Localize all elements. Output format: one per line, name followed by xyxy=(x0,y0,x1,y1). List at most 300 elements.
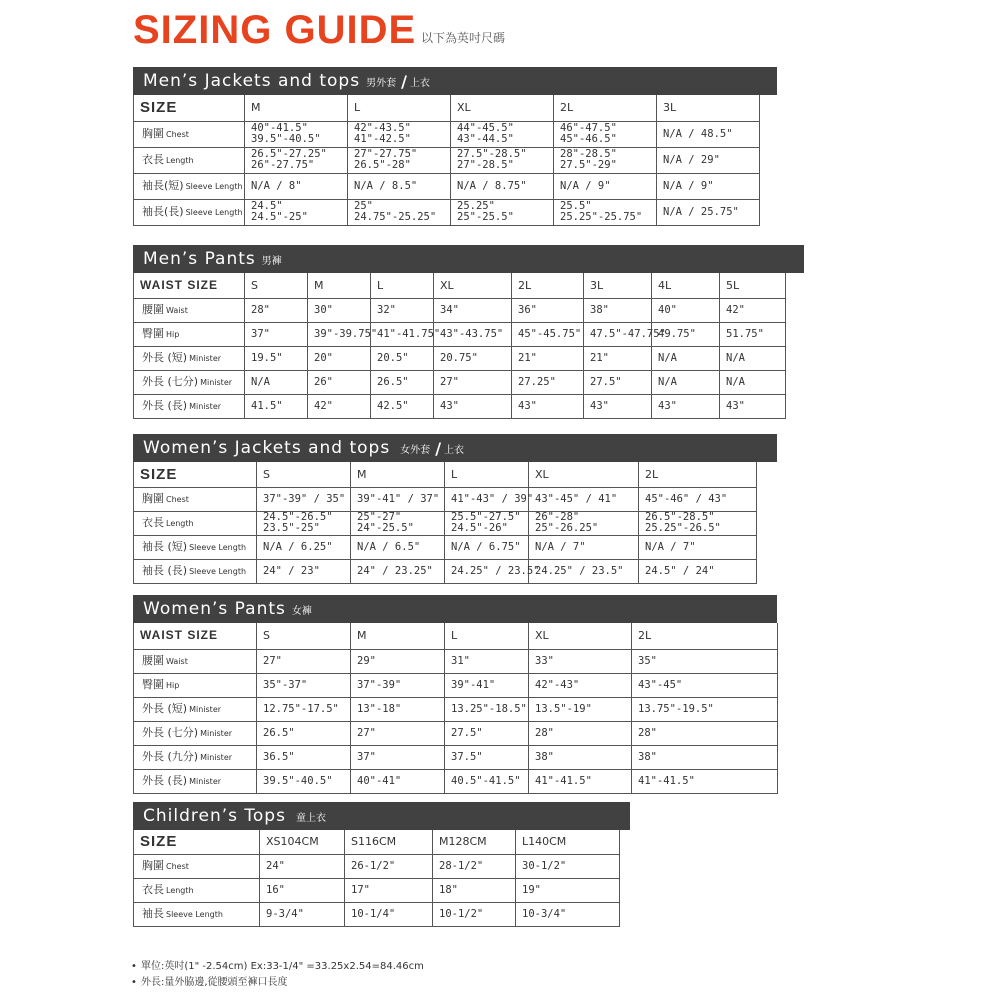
table-cell xyxy=(657,147,760,173)
table-cell xyxy=(639,487,757,511)
section-header xyxy=(133,67,777,95)
table-cell: 43" xyxy=(434,394,512,418)
table-cell: 36.5" xyxy=(257,745,351,769)
row-label-en: Length xyxy=(166,156,194,165)
cell-line: 23.5"-25" xyxy=(263,522,320,534)
table-cell: 36" xyxy=(512,298,584,322)
table-row xyxy=(134,854,620,878)
table-cell: 38" xyxy=(632,745,778,769)
table-cell: 37"-39" xyxy=(351,673,445,697)
cell-line: N/A / 7" xyxy=(645,540,696,553)
table-cell xyxy=(245,173,348,199)
table-cell: 10-3/4" xyxy=(516,902,620,926)
size-table xyxy=(133,462,757,584)
table-header-row xyxy=(134,462,757,487)
table-row xyxy=(134,487,757,511)
cell-line: 24" / 23.25" xyxy=(357,564,433,577)
header-cell: XL xyxy=(529,623,632,649)
table-cell: 29" xyxy=(351,649,445,673)
header-cell: L140CM xyxy=(516,830,620,854)
cell-line: 27"-27.75" xyxy=(354,148,418,160)
cell-line: N/A / 6.25" xyxy=(263,540,333,553)
cell-line: 27.5"-29" xyxy=(560,159,617,171)
row-label-cn: 臀圍 xyxy=(142,327,164,340)
header-cell: 3L xyxy=(584,273,652,298)
table-cell xyxy=(554,147,657,173)
header-cell: S xyxy=(257,623,351,649)
table-cell: 28" xyxy=(529,721,632,745)
row-label-en: Waist xyxy=(166,306,188,315)
row-label-cn: 外長 (長) xyxy=(142,774,188,787)
row-label-en: Minister xyxy=(189,402,222,411)
table-cell xyxy=(657,199,760,225)
table-row xyxy=(134,878,620,902)
table-header-row xyxy=(134,95,760,121)
header-cell: S116CM xyxy=(345,830,433,854)
note-text: 單位:英吋(1" -2.54cm) Ex:33-1/4" =33.25x2.54=84.46cm xyxy=(141,961,424,972)
row-label-cn: 外長 (長) xyxy=(142,399,188,412)
table-cell: 43"-45" xyxy=(632,673,778,697)
row-label-cn: 衣長 xyxy=(142,883,164,896)
row-label-en: Minister xyxy=(200,729,233,738)
section-subtitle-cn-2: 上衣 xyxy=(444,444,465,456)
row-label-cn: 腰圍 xyxy=(142,654,164,667)
table-cell: 20.75" xyxy=(434,346,512,370)
cell-line: 45"-46" / 43" xyxy=(645,492,728,505)
row-label-en: Chest xyxy=(166,130,189,139)
cell-line: 25.5"-27.5" xyxy=(451,511,521,523)
table-cell: 13.25"-18.5" xyxy=(445,697,529,721)
table-row xyxy=(134,697,778,721)
header-cell: M xyxy=(351,623,445,649)
row-label-en: Minister xyxy=(200,753,233,762)
cell-line: 25"-27" xyxy=(357,511,402,523)
row-label-cn: 外長 (九分) xyxy=(142,750,199,763)
row-label-cn: 袖長 (長) xyxy=(142,564,188,577)
cell-line: 25.25"-25.75" xyxy=(560,211,643,223)
cell-line: 39"-41" / 37" xyxy=(357,492,440,505)
row-label-en: Chest xyxy=(166,862,189,871)
header-cell: M xyxy=(351,462,445,487)
table-cell: 40" xyxy=(652,298,720,322)
cell-line: 25"-26.25" xyxy=(535,522,599,534)
row-label-cn: 袖長(短) xyxy=(142,179,184,192)
row-label xyxy=(134,487,257,511)
cell-line: 26.5"-28.5" xyxy=(645,511,715,523)
table-row xyxy=(134,902,620,926)
row-label xyxy=(134,697,257,721)
table-cell: 26" xyxy=(308,370,371,394)
table-cell xyxy=(445,535,529,559)
table-cell: 41.5" xyxy=(245,394,308,418)
table-cell: 37.5" xyxy=(445,745,529,769)
header-cell: XS104CM xyxy=(260,830,345,854)
table-cell xyxy=(529,487,639,511)
cell-line: 25.25"-26.5" xyxy=(645,522,721,534)
row-label-en: Length xyxy=(166,519,194,528)
table-cell: 10-1/4" xyxy=(345,902,433,926)
table-cell: 37" xyxy=(351,745,445,769)
table-cell: 42.5" xyxy=(371,394,434,418)
header-cell: M128CM xyxy=(433,830,516,854)
table-cell xyxy=(351,487,445,511)
table-cell: 12.75"-17.5" xyxy=(257,697,351,721)
header-cell-size: WAIST SIZE xyxy=(134,623,257,649)
table-row xyxy=(134,346,786,370)
table-cell: 28-1/2" xyxy=(433,854,516,878)
table-cell xyxy=(351,511,445,535)
header-cell: 2L xyxy=(512,273,584,298)
table-cell: 38" xyxy=(584,298,652,322)
table-row xyxy=(134,745,778,769)
header-cell: L xyxy=(445,623,529,649)
cell-line: 26"-28" xyxy=(535,511,580,523)
row-label xyxy=(134,769,257,793)
cell-line: 24"-25.5" xyxy=(357,522,414,534)
cell-line: 41"-43" / 39" xyxy=(451,492,534,505)
cell-line: 24.5"-26.5" xyxy=(263,511,333,523)
row-label xyxy=(134,370,245,394)
section-subtitle-cn: 男外套 xyxy=(366,77,397,89)
row-label-cn: 衣長 xyxy=(142,516,164,529)
table-cell xyxy=(245,147,348,173)
cell-line: 24.5"-26" xyxy=(451,522,508,534)
table-cell xyxy=(348,173,451,199)
table-cell: 43" xyxy=(720,394,786,418)
table-cell: 43" xyxy=(512,394,584,418)
row-label xyxy=(134,511,257,535)
table-cell xyxy=(445,487,534,511)
cell-line: 25.25" xyxy=(457,200,495,212)
table-cell: 26-1/2" xyxy=(345,854,433,878)
row-label-cn: 外長 (七分) xyxy=(142,726,199,739)
table-cell: N/A xyxy=(652,370,720,394)
cell-line: 25"-25.5" xyxy=(457,211,514,223)
table-cell: 21" xyxy=(584,346,652,370)
table-cell xyxy=(445,559,540,583)
cell-line: 28"-28.5" xyxy=(560,148,617,160)
section-subtitle-cn-2: 上衣 xyxy=(409,77,430,89)
header-cell: 2L xyxy=(554,95,657,121)
row-label xyxy=(134,878,260,902)
cell-line: 39.5"-40.5" xyxy=(251,133,321,145)
table-cell xyxy=(639,511,757,535)
header-cell: XL xyxy=(529,462,639,487)
bullet-icon: • xyxy=(131,961,137,972)
row-label-cn: 外長 (七分) xyxy=(142,375,199,388)
table-cell: 30-1/2" xyxy=(516,854,620,878)
row-label-en: Sleeve Length xyxy=(189,543,247,552)
table-cell: N/A xyxy=(245,370,308,394)
header-cell: 5L xyxy=(720,273,786,298)
table-row xyxy=(134,121,760,147)
cell-line: 26.5"-27.25" xyxy=(251,148,327,160)
size-table xyxy=(133,95,760,226)
table-cell: 42" xyxy=(308,394,371,418)
table-row xyxy=(134,298,786,322)
row-label-en: Sleeve Length xyxy=(189,567,247,576)
row-label-en: Chest xyxy=(166,495,189,504)
row-label xyxy=(134,745,257,769)
header-cell: M xyxy=(245,95,348,121)
row-label-en: Sleeve Length xyxy=(185,182,243,191)
header-cell: L xyxy=(445,462,529,487)
table-cell xyxy=(554,121,657,147)
table-cell: 42" xyxy=(720,298,786,322)
cell-line: 24.25" / 23.5" xyxy=(451,564,540,577)
cell-line: 24.5" xyxy=(251,200,283,212)
row-label xyxy=(134,673,257,697)
table-cell xyxy=(554,173,657,199)
section-children-tops xyxy=(133,802,630,927)
table-cell: 41"-41.5" xyxy=(632,769,778,793)
table-cell xyxy=(657,173,760,199)
table-cell: 43" xyxy=(584,394,652,418)
table-cell: 40.5"-41.5" xyxy=(445,769,529,793)
table-cell xyxy=(257,511,351,535)
table-cell: 26.5" xyxy=(371,370,434,394)
cell-line: 26"-27.75" xyxy=(251,159,315,171)
table-row xyxy=(134,322,786,346)
cell-line: 40"-41.5" xyxy=(251,122,308,134)
header-cell: 2L xyxy=(632,623,778,649)
slash-glyph: / xyxy=(401,71,407,91)
table-cell: 13.5"-19" xyxy=(529,697,632,721)
row-label-en: Minister xyxy=(189,354,222,363)
cell-line: N/A / 6.5" xyxy=(357,540,421,553)
row-label-cn: 臀圍 xyxy=(142,678,164,691)
table-cell: N/A xyxy=(652,346,720,370)
cell-line: 24.5" / 24" xyxy=(645,564,715,577)
row-label xyxy=(134,559,257,583)
size-table xyxy=(133,273,786,419)
table-cell xyxy=(451,121,554,147)
table-cell xyxy=(445,511,529,535)
header-cell: S xyxy=(245,273,308,298)
cell-line: N/A / 9" xyxy=(663,179,714,192)
table-row xyxy=(134,559,757,583)
row-label xyxy=(134,147,245,173)
table-cell xyxy=(348,147,451,173)
row-label xyxy=(134,322,245,346)
section-title: Men’s Jackets and tops xyxy=(143,71,361,91)
table-cell xyxy=(639,559,757,583)
table-cell: N/A xyxy=(720,346,786,370)
table-row xyxy=(134,199,760,225)
table-cell: 38" xyxy=(529,745,632,769)
row-label-cn: 胸圍 xyxy=(142,127,164,140)
header-cell-size: SIZE xyxy=(134,830,260,854)
table-cell: 28" xyxy=(632,721,778,745)
size-table xyxy=(133,623,778,794)
header-cell: 3L xyxy=(657,95,760,121)
table-cell: 37" xyxy=(245,322,308,346)
row-label-cn: 袖長(長) xyxy=(142,205,184,218)
row-label xyxy=(134,173,245,199)
row-label xyxy=(134,535,257,559)
table-cell: 32" xyxy=(371,298,434,322)
section-title: Women’s Pants xyxy=(143,599,286,619)
table-cell: 27.5" xyxy=(584,370,652,394)
section-subtitle-cn: 女外套 xyxy=(400,444,431,456)
table-cell: 18" xyxy=(433,878,516,902)
table-cell xyxy=(639,535,757,559)
row-label xyxy=(134,394,245,418)
row-label xyxy=(134,721,257,745)
cell-line: 24.5"-25" xyxy=(251,211,308,223)
table-cell: 34" xyxy=(434,298,512,322)
table-cell: 47.5"-47.75" xyxy=(584,322,652,346)
table-row xyxy=(134,147,760,173)
table-cell: 24" xyxy=(260,854,345,878)
row-label-cn: 腰圍 xyxy=(142,303,164,316)
row-label-en: Sleeve Length xyxy=(185,208,243,217)
table-row xyxy=(134,511,757,535)
table-cell: 43"-43.75" xyxy=(434,322,512,346)
table-cell xyxy=(657,121,760,147)
table-cell: 10-1/2" xyxy=(433,902,516,926)
section-header xyxy=(133,802,630,830)
section-title: Children’s Tops xyxy=(143,806,286,826)
table-cell xyxy=(257,487,351,511)
row-label-en: Waist xyxy=(166,657,188,666)
table-cell: 51.75" xyxy=(720,322,786,346)
section-womens-pants xyxy=(133,595,778,794)
row-label xyxy=(134,121,245,147)
row-label-cn: 衣長 xyxy=(142,153,164,166)
row-label xyxy=(134,346,245,370)
row-label-cn: 外長 (短) xyxy=(142,351,188,364)
section-subtitle-cn: 童上衣 xyxy=(295,812,326,824)
cell-line: N/A / 48.5" xyxy=(663,127,733,140)
page-subtitle: 以下為英吋尺碼 xyxy=(421,31,506,45)
header-cell: XL xyxy=(451,95,554,121)
row-label-cn: 袖長 (短) xyxy=(142,540,188,553)
cell-line: N/A / 9" xyxy=(560,179,611,192)
cell-line: N/A / 29" xyxy=(663,153,720,166)
table-cell: 27" xyxy=(434,370,512,394)
table-row xyxy=(134,535,757,559)
row-label-cn: 袖長 xyxy=(142,907,164,920)
cell-line: 46"-47.5" xyxy=(560,122,617,134)
table-cell: 39.5"-40.5" xyxy=(257,769,351,793)
section-header xyxy=(133,245,804,273)
page-title: SIZING GUIDE xyxy=(133,8,417,52)
row-label-cn: 外長 (短) xyxy=(142,702,188,715)
row-label xyxy=(134,854,260,878)
section-header xyxy=(133,434,777,462)
row-label-en: Hip xyxy=(166,681,180,690)
table-cell: 27" xyxy=(257,649,351,673)
row-label-en: Minister xyxy=(189,777,222,786)
cell-line: 44"-45.5" xyxy=(457,122,514,134)
bullet-icon: • xyxy=(131,977,137,988)
section-title: Women’s Jackets and tops xyxy=(143,438,391,458)
header-cell-size: WAIST SIZE xyxy=(134,273,245,298)
cell-line: N/A / 8" xyxy=(251,179,302,192)
row-label-cn: 胸圍 xyxy=(142,492,164,505)
cell-line: 43"-44.5" xyxy=(457,133,514,145)
table-cell xyxy=(529,559,639,583)
table-row xyxy=(134,769,778,793)
cell-line: 43"-45" / 41" xyxy=(535,492,618,505)
row-label-en: Length xyxy=(166,886,194,895)
table-cell: 39"-39.75" xyxy=(308,322,371,346)
table-cell: 45"-45.75" xyxy=(512,322,584,346)
table-cell: N/A xyxy=(720,370,786,394)
section-subtitle-cn: 女褲 xyxy=(291,605,312,617)
table-cell: 41"-41.5" xyxy=(529,769,632,793)
cell-line: 25.5" xyxy=(560,200,592,212)
table-cell: 13.75"-19.5" xyxy=(632,697,778,721)
table-cell xyxy=(348,199,451,225)
table-cell xyxy=(245,121,348,147)
table-cell: 35" xyxy=(632,649,778,673)
header-cell: M xyxy=(308,273,371,298)
cell-line: 27"-28.5" xyxy=(457,159,514,171)
table-cell xyxy=(245,199,348,225)
table-cell xyxy=(529,511,639,535)
note-item xyxy=(131,975,424,991)
table-row xyxy=(134,721,778,745)
section-title: Men’s Pants xyxy=(143,249,256,269)
row-label xyxy=(134,902,260,926)
header-cell-size: SIZE xyxy=(134,95,245,121)
table-cell: 27.5" xyxy=(445,721,529,745)
table-header-row xyxy=(134,623,778,649)
row-label xyxy=(134,649,257,673)
table-header-row xyxy=(134,273,786,298)
cell-line: N/A / 8.5" xyxy=(354,179,418,192)
table-cell: 26.5" xyxy=(257,721,351,745)
table-cell: 21" xyxy=(512,346,584,370)
cell-line: 37"-39" / 35" xyxy=(263,492,346,505)
table-cell: 19" xyxy=(516,878,620,902)
table-cell: 49.75" xyxy=(652,322,720,346)
cell-line: 42"-43.5" xyxy=(354,122,411,134)
row-label-en: Sleeve Length xyxy=(166,910,223,919)
table-cell xyxy=(348,121,451,147)
header-cell: 2L xyxy=(639,462,757,487)
cell-line: N/A / 6.75" xyxy=(451,540,521,553)
table-row xyxy=(134,173,760,199)
row-label xyxy=(134,199,245,225)
table-cell: 9-3/4" xyxy=(260,902,345,926)
table-row xyxy=(134,370,786,394)
cell-line: N/A / 7" xyxy=(535,540,586,553)
table-cell: 41"-41.75" xyxy=(371,322,434,346)
section-subtitle-cn: 男褲 xyxy=(261,255,282,267)
table-cell xyxy=(351,535,445,559)
row-label-cn: 胸圍 xyxy=(142,859,164,872)
header-cell: 4L xyxy=(652,273,720,298)
table-cell xyxy=(451,199,554,225)
table-cell: 43" xyxy=(652,394,720,418)
table-cell xyxy=(257,535,351,559)
table-header-row xyxy=(134,830,620,854)
table-cell: 35"-37" xyxy=(257,673,351,697)
note-text: 外長:量外脇邊,從腰頭至褲口長度 xyxy=(141,977,288,988)
section-mens-pants xyxy=(133,245,804,419)
cell-line: N/A / 25.75" xyxy=(663,205,739,218)
cell-line: 27.5"-28.5" xyxy=(457,148,527,160)
cell-line: 25" xyxy=(354,200,373,212)
table-cell: 27.25" xyxy=(512,370,584,394)
cell-line: 24" / 23" xyxy=(263,564,320,577)
cell-line: 24.75"-25.25" xyxy=(354,211,437,223)
notes xyxy=(131,959,424,991)
table-cell: 39"-41" xyxy=(445,673,529,697)
